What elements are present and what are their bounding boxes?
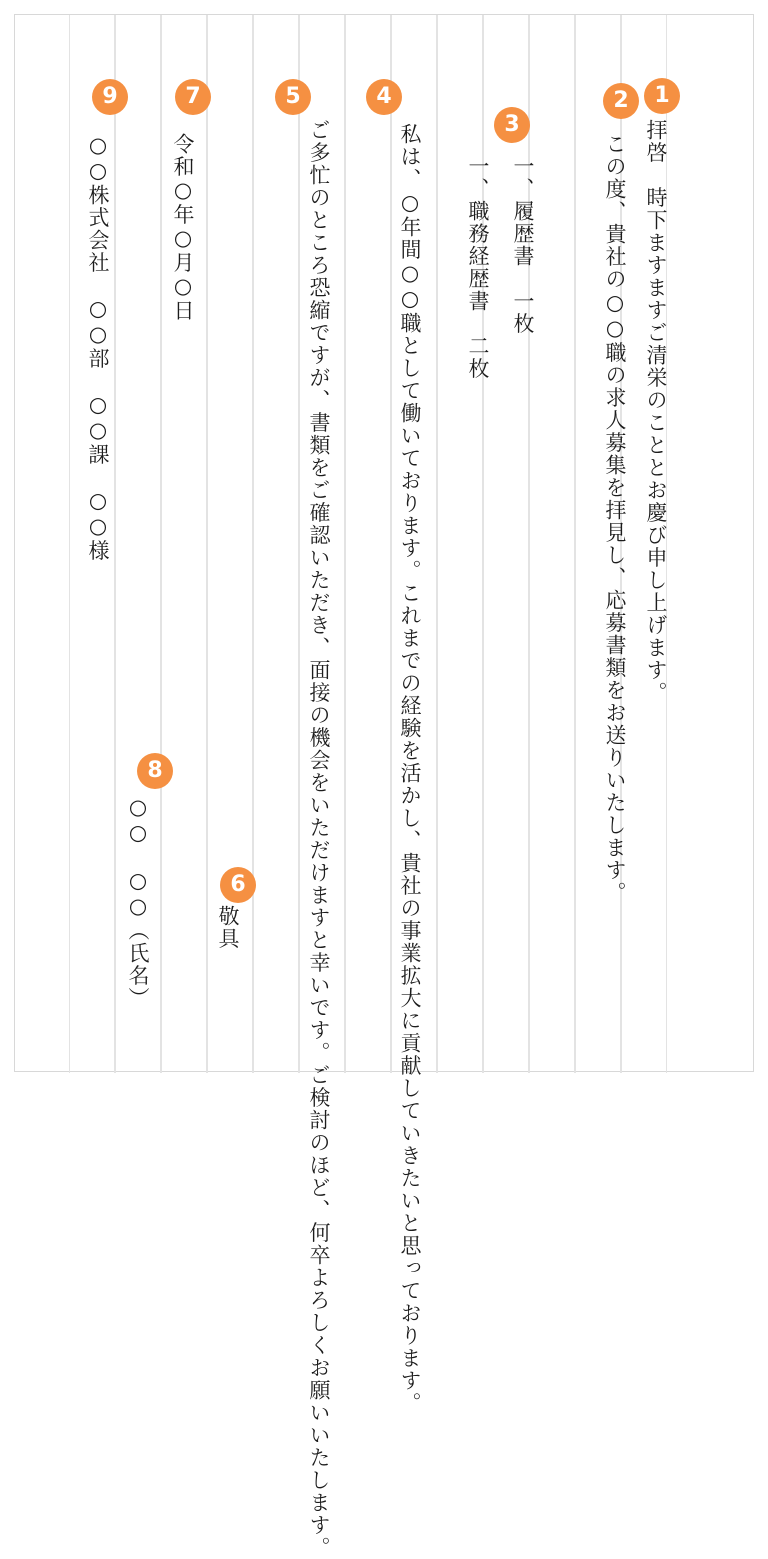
line-sender-name: ○○ ○○（氏名） xyxy=(126,795,150,1010)
line-date: 令和○年○月○日 xyxy=(171,133,195,322)
column-rule xyxy=(345,15,391,1073)
column-rule xyxy=(529,15,575,1073)
badge-9: 9 xyxy=(92,79,128,115)
badge-7: 7 xyxy=(175,79,211,115)
badge-6: 6 xyxy=(220,867,256,903)
line-intro: この度、貴社の○○職の求人募集を拝見し、応募書類をお送りいたします。 xyxy=(603,133,627,904)
line-enclosure-1: 一、履歴書 一枚 xyxy=(511,155,535,335)
line-self-pr: 私は、○年間○○職として働いております。これまでの経験を活かし、貴社の事業拡大に貢献していきたいと思っております。 xyxy=(398,123,422,1415)
badge-5: 5 xyxy=(275,79,311,115)
line-closing: 敬具 xyxy=(216,905,240,950)
line-request: ご多忙のところ恐縮ですが、書類をご確認いただき、面接の機会をいただけますと幸いです。ご検討のほど、何卒よろしくお願いいたします。 xyxy=(307,119,331,1559)
badge-2: 2 xyxy=(603,83,639,119)
badge-3: 3 xyxy=(494,107,530,143)
line-enclosure-2: 一、職務経歴書 二枚 xyxy=(466,155,490,380)
badge-8: 8 xyxy=(137,753,173,789)
line-salutation: 拝啓 時下ますますご清栄のこととお慶び申し上げます。 xyxy=(644,119,668,704)
line-recipient: ○○株式会社 ○○部 ○○課 ○○様 xyxy=(86,133,110,562)
letter-sheet xyxy=(14,14,754,1559)
column-rule xyxy=(253,15,299,1073)
badge-1: 1 xyxy=(644,78,680,114)
badge-4: 4 xyxy=(366,79,402,115)
